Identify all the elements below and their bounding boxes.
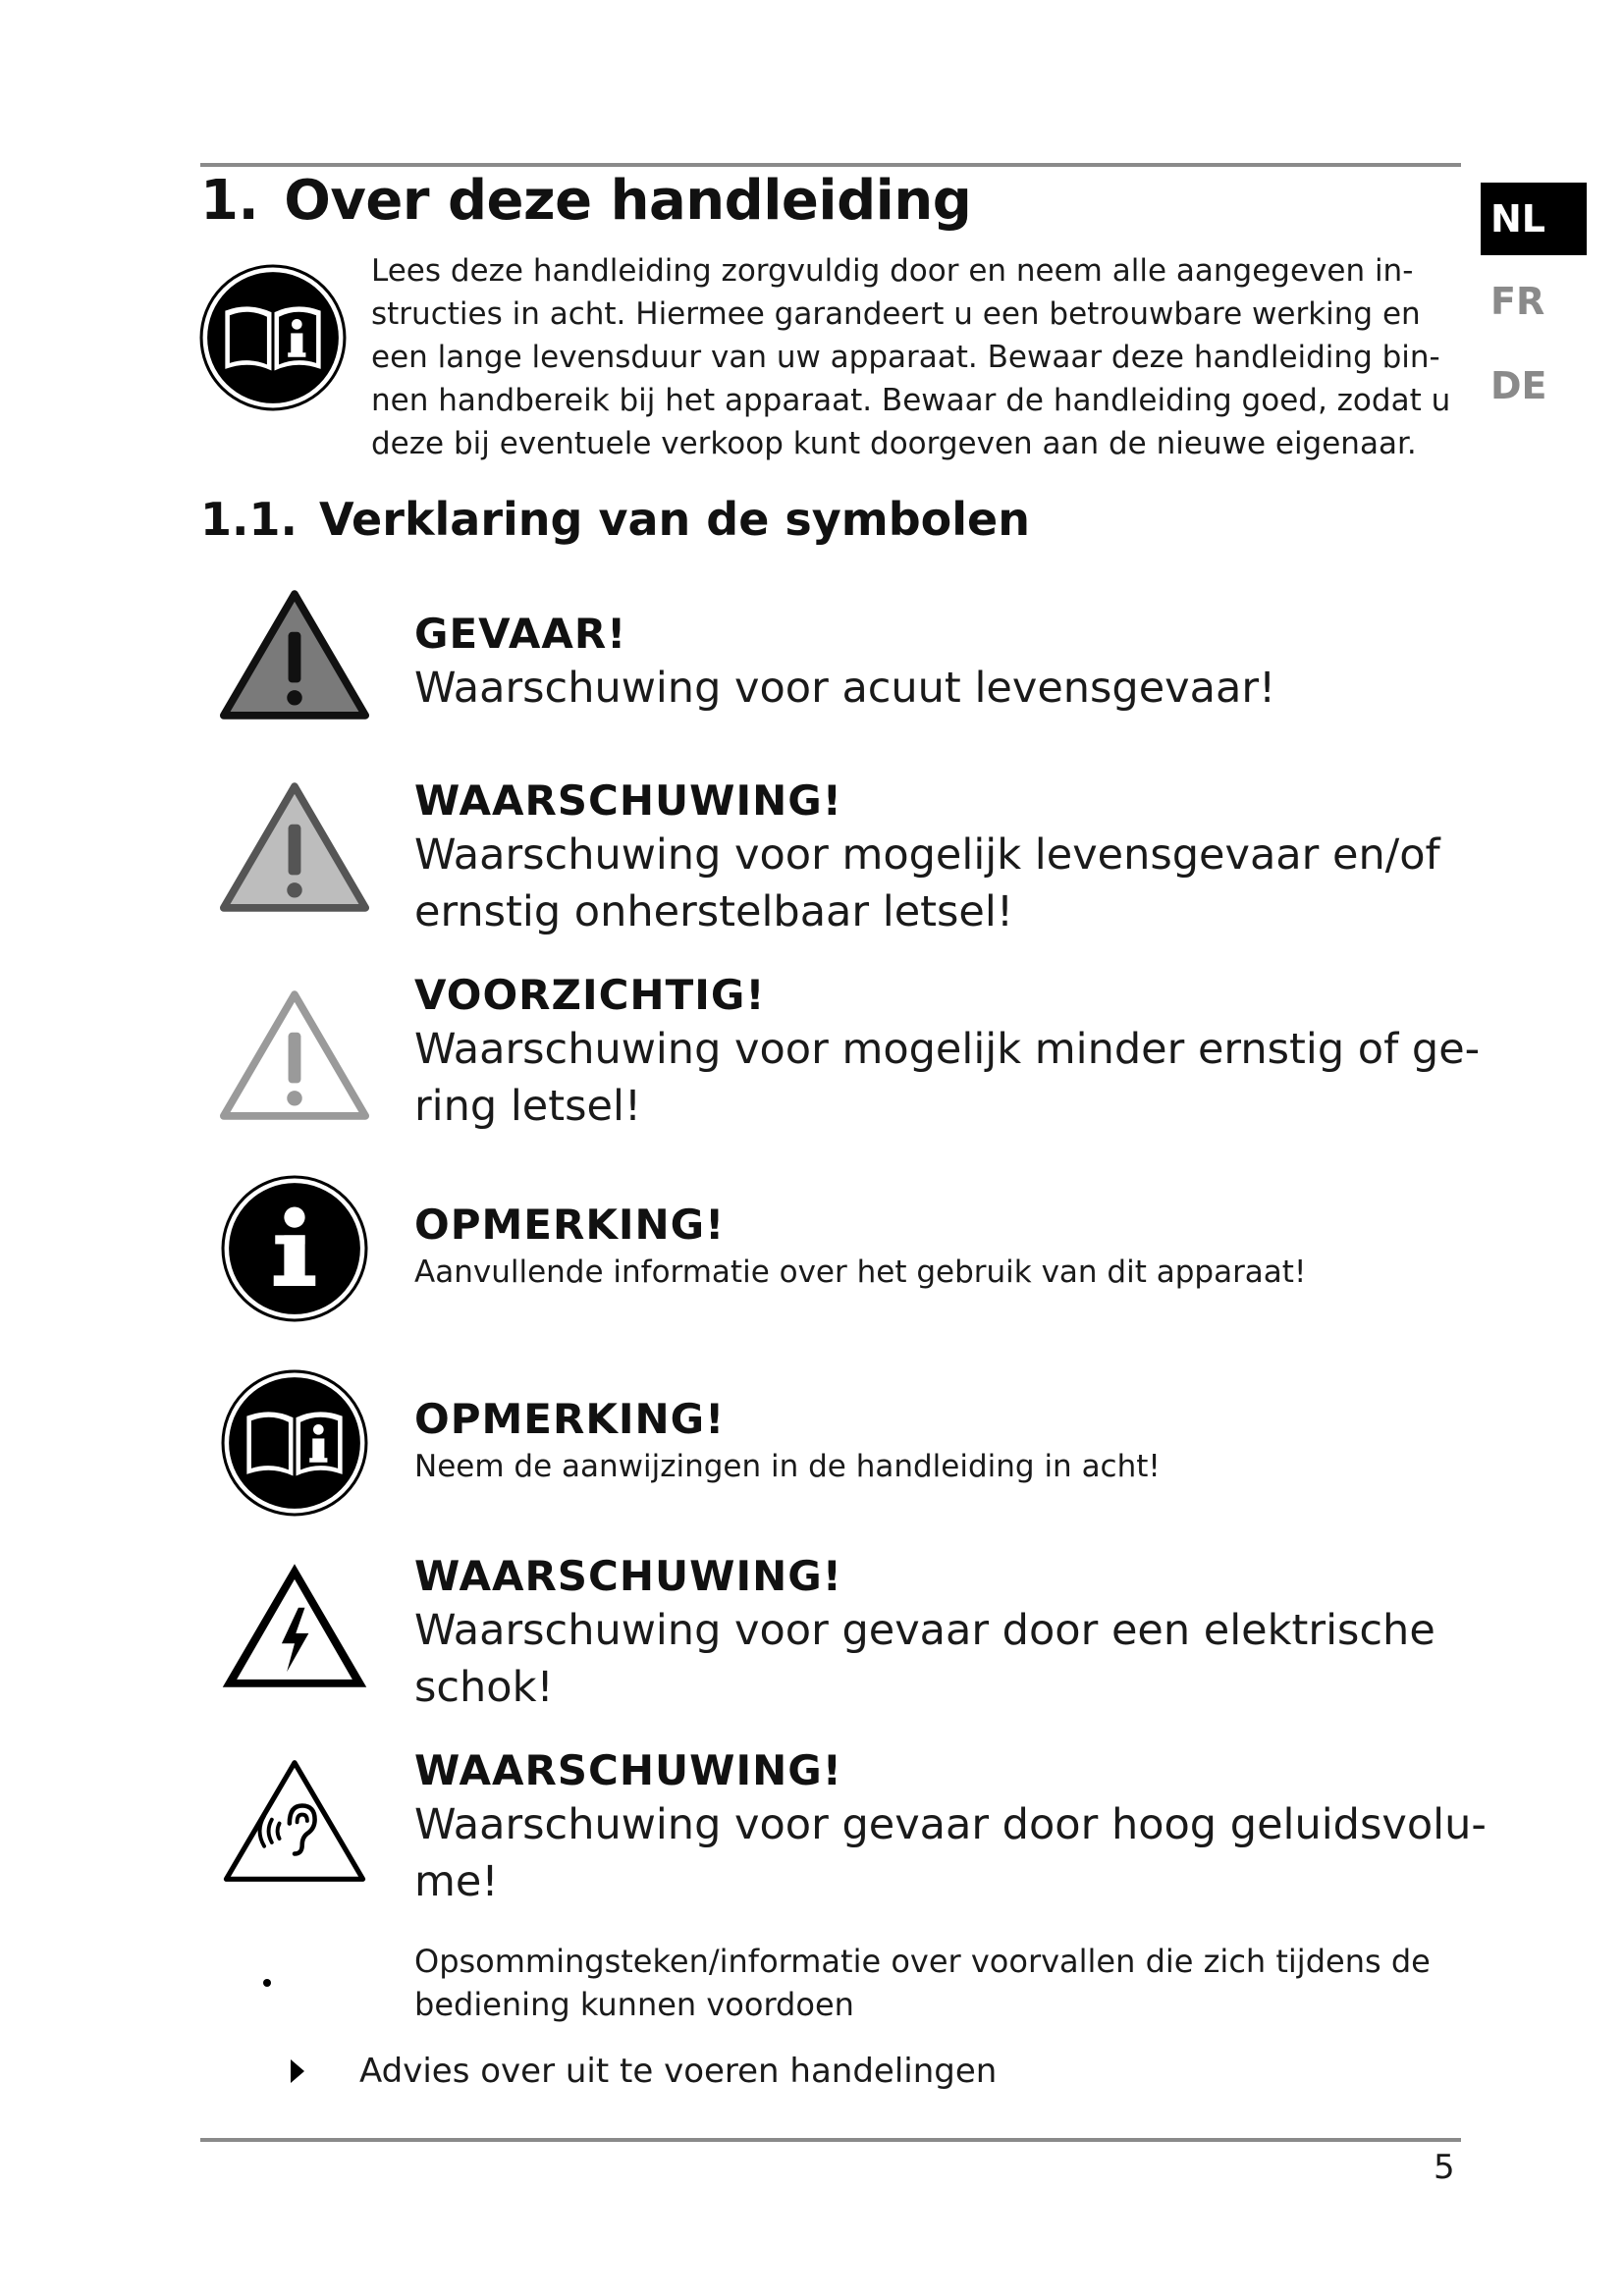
bullet-description-line: bediening kunnen voordoen [414, 1986, 854, 2023]
page-title-number: 1. [200, 169, 259, 233]
language-tab-de[interactable]: DE [1490, 364, 1547, 407]
symbol-note-manual [414, 1394, 1465, 1488]
advice-arrow-icon [291, 2059, 304, 2083]
symbol-description-line: me! [414, 1857, 499, 1906]
symbol-description-line: Waarschuwing voor mogelijk minder ernstig of ge- [414, 1025, 1481, 1074]
symbol-title: OPMERKING! [414, 1395, 726, 1443]
symbol-description [414, 827, 1465, 940]
symbol-title: VOORZICHTIG! [414, 971, 766, 1019]
intro-line: nen handbereik bij het apparaat. Bewaar de handleiding goed, zodat u [371, 383, 1451, 418]
manual-icon [220, 1368, 369, 1518]
intro-line: Lees deze handleiding zorgvuldig door en neem alle aangegeven in- [371, 253, 1414, 289]
language-tab-fr[interactable]: FR [1490, 280, 1545, 323]
intro-line: deze bij eventuele verkoop kunt doorgeven aan de nieuwe eigenaar. [371, 426, 1417, 461]
section-title [200, 493, 1030, 546]
symbol-title: OPMERKING! [414, 1201, 726, 1249]
symbol-danger [414, 609, 1465, 717]
page-title [200, 169, 971, 233]
symbol-caution [414, 970, 1481, 1135]
symbol-description-line: ring letsel! [414, 1082, 642, 1131]
symbol-description-line: Waarschuwing voor mogelijk levensgevaar en/of [414, 830, 1440, 880]
symbol-hearing-damage [414, 1745, 1487, 1910]
symbol-description-line: ernstig onherstelbaar letsel! [414, 887, 1014, 936]
symbol-description [414, 1021, 1481, 1135]
symbol-description-line: Waarschuwing voor acuut levensgevaar! [414, 664, 1276, 713]
language-tab-nl[interactable]: NL [1481, 183, 1587, 255]
symbol-title: GEVAAR! [414, 610, 627, 658]
symbol-title: WAARSCHUWING! [414, 776, 842, 825]
symbol-title: WAARSCHUWING! [414, 1746, 842, 1794]
symbol-description-line: schok! [414, 1663, 554, 1712]
warning-triangle-icon [218, 781, 371, 913]
symbol-description [414, 660, 1465, 717]
symbol-description [414, 1796, 1487, 1910]
info-icon [220, 1174, 369, 1323]
intro-line: structies in acht. Hiermee garandeert u een betrouwbare werking en [371, 296, 1421, 332]
page-title-text: Over deze handleiding [284, 169, 972, 233]
symbol-title: WAARSCHUWING! [414, 1552, 842, 1600]
bullet-description [414, 1940, 1431, 2026]
section-title-text: Verklaring van de symbolen [318, 493, 1030, 546]
intro-line: een lange levensduur van uw apparaat. Bewaar deze handleiding bin- [371, 340, 1440, 375]
symbol-electric-shock [414, 1551, 1465, 1716]
symbol-warning [414, 775, 1465, 940]
hearing-damage-icon [218, 1755, 371, 1887]
caution-triangle-icon [218, 989, 371, 1121]
page-number: 5 [1434, 2148, 1455, 2187]
symbol-description-line: Aanvullende informatie over het gebruik van dit apparaat! [414, 1255, 1307, 1290]
symbol-description [414, 1251, 1465, 1294]
bullet-description-line: Opsommingsteken/informatie over voorvallen die zich tijdens de [414, 1943, 1431, 1980]
advice-description: Advies over uit te voeren handelingen [359, 2052, 998, 2091]
bottom-rule [200, 2138, 1461, 2142]
electric-shock-icon [216, 1559, 373, 1692]
symbol-description-line: Waarschuwing voor gevaar door een elektrische [414, 1606, 1435, 1655]
symbol-description-line: Waarschuwing voor gevaar door hoog geluidsvolu- [414, 1800, 1487, 1849]
bullet-dot-icon [263, 1979, 271, 1987]
symbol-note-info [414, 1200, 1465, 1294]
top-rule [200, 163, 1461, 167]
symbol-description [414, 1602, 1465, 1716]
symbol-description-line: Neem de aanwijzingen in de handleiding in acht! [414, 1449, 1161, 1484]
manual-icon [198, 263, 348, 412]
section-title-number: 1.1. [200, 493, 298, 546]
symbol-description [414, 1445, 1465, 1488]
danger-triangle-icon [218, 589, 371, 721]
intro-paragraph [371, 249, 1451, 465]
